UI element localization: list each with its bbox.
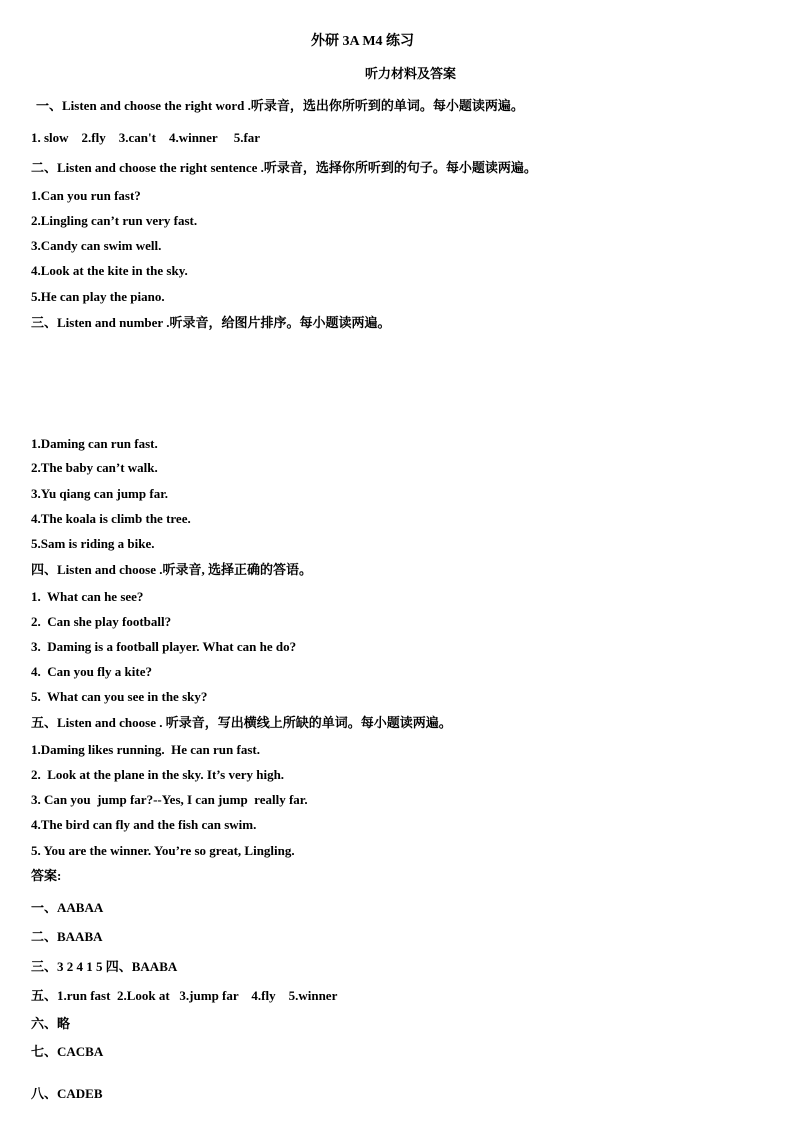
doc-subtitle: 听力材料及答案 bbox=[365, 66, 457, 81]
section1-item: 1. slow 2.fly 3.can't 4.winner 5.far bbox=[31, 130, 261, 145]
section3-heading: 三、Listen and number .听录音，给图片排序。每小题读两遍。 bbox=[31, 315, 391, 330]
answer-line: 八、CADEB bbox=[31, 1086, 103, 1101]
answer-line: 三、3 2 4 1 5 四、BAABA bbox=[31, 959, 178, 974]
section4-item: 2. Can she play football? bbox=[31, 614, 172, 629]
section5-item: 5. You are the winner. You’re so great, Lingling. bbox=[31, 843, 295, 858]
section4-heading: 四、Listen and choose .听录音, 选择正确的答语。 bbox=[31, 562, 312, 577]
section2-item: 2.Lingling can’t run very fast. bbox=[31, 213, 198, 228]
section2-heading: 二、Listen and choose the right sentence .听录音，选择你所听到的句子。每小题读两遍。 bbox=[31, 160, 537, 175]
answer-line: 六、略 bbox=[31, 1016, 71, 1031]
answer-line: 五、1.run fast 2.Look at 3.jump far 4.fly 5.winner bbox=[31, 988, 338, 1003]
section3-item: 2.The baby can’t walk. bbox=[31, 460, 158, 475]
section3-item: 1.Daming can run fast. bbox=[31, 436, 158, 451]
section4-item: 5. What can you see in the sky? bbox=[31, 689, 208, 704]
section4-item: 4. Can you fly a kite? bbox=[31, 664, 152, 679]
section3-item: 4.The koala is climb the tree. bbox=[31, 511, 191, 526]
answers-label: 答案: bbox=[31, 868, 62, 883]
answer-line: 一、AABAA bbox=[31, 900, 104, 915]
answer-line: 七、CACBA bbox=[31, 1044, 104, 1059]
section2-item: 1.Can you run fast? bbox=[31, 188, 141, 203]
section5-item: 1.Daming likes running. He can run fast. bbox=[31, 742, 260, 757]
section2-item: 4.Look at the kite in the sky. bbox=[31, 263, 188, 278]
section3-item: 5.Sam is riding a bike. bbox=[31, 536, 155, 551]
answer-line: 二、BAABA bbox=[31, 929, 103, 944]
section3-item: 3.Yu qiang can jump far. bbox=[31, 486, 169, 501]
section5-heading: 五、Listen and choose . 听录音，写出横线上所缺的单词。每小题读两遍。 bbox=[31, 715, 452, 730]
section5-item: 4.The bird can fly and the fish can swim. bbox=[31, 817, 257, 832]
section4-item: 3. Daming is a football player. What can he do? bbox=[31, 639, 297, 654]
section1-heading: 一、Listen and choose the right word .听录音，选出你所听到的单词。每小题读两遍。 bbox=[36, 98, 524, 113]
section4-item: 1. What can he see? bbox=[31, 589, 144, 604]
section5-item: 3. Can you jump far?--Yes, I can jump really far. bbox=[31, 792, 308, 807]
section2-item: 5.He can play the piano. bbox=[31, 289, 165, 304]
section2-item: 3.Candy can swim well. bbox=[31, 238, 162, 253]
doc-title: 外研 3A M4 练习 bbox=[311, 34, 415, 49]
section5-item: 2. Look at the plane in the sky. It’s very high. bbox=[31, 767, 285, 782]
